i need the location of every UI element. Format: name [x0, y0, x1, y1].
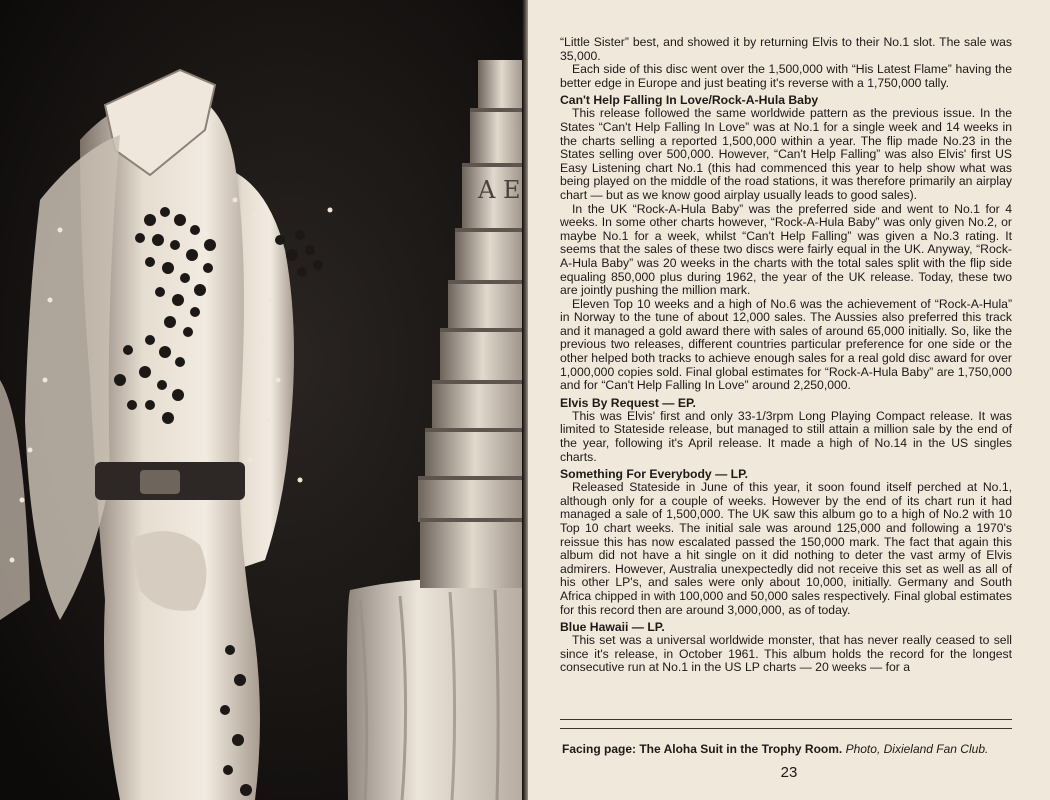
photo-caption	[562, 742, 1022, 756]
paragraph: “Little Sister” best, and showed it by returning Elvis to their No.1 slot. The sale was 35,000.	[560, 35, 1012, 63]
paragraph: This set was a universal worldwide monster, that has never really ceased to sell since it's release, in October 1961. This album holds the record for the longest consecutive run at No.1 in the US LP charts — 20 weeks — for a	[560, 633, 1012, 675]
caption-title: Facing page: The Aloha Suit in the Trophy Room.	[562, 742, 843, 756]
cake-lettering: A E	[478, 176, 521, 204]
page-number: 23	[780, 764, 798, 781]
paragraph: This was Elvis' first and only 33-1/3rpm Long Playing Compact release. It was limited to Stateside release, but managed to still attain a million sale by the end of the year, following it's April release. It made a high of No.14 in the US singles charts.	[560, 408, 1012, 464]
section-heading: Elvis By Request — EP.	[560, 395, 696, 410]
section-heading: Something For Everybody — LP.	[560, 467, 749, 482]
article-column	[560, 36, 1012, 675]
paragraph: Eleven Top 10 weeks and a high of No.6 was the achievement of “Rock-A-Hula” in Norway to the tune of about 12,000 sales. The Aussies also preferred this track and it managed a gold award there with sales of around 65,000 initially. So, like the previous two releases, different countries particular preference for one side or the other helped both tracks to achieve enough sales for a real gold disc award for over 1,000,000 copies sold. Final global estimates for “Rock-A-Hula Baby” are 1,750,000 and for “Can't Help Falling In Love” around 2,250,000.	[560, 296, 1012, 393]
paragraph: Released Stateside in June of this year, it soon found itself perched at No.1, although only for a couple of weeks. However by the end of its chart run it had managed a sale of 1,500,000. The UK saw this album go to a high of No.2 with 10 Top 10 chart weeks. The initial sale was around 125,000 and following a 1970's reissue this has now escalated passed the 150,000 mark. The fact that again this album did not have a hit single on it did nothing to deter the vast army of Elvis admirers. However, Australia unexpectedly did not receive this set as well as all of his other LP's, and sales were only about 10,000, initially. Germany and South Africa chipped in with 100,000 and 50,000 sales respectively. Final global estimates for this record then are around 3,000,000, as of today.	[560, 480, 1012, 617]
paragraph: In the UK “Rock-A-Hula Baby” was the preferred side and went to No.1 for 4 weeks. In some other charts however, “Rock-A-Hula Baby” was only given No.2, or maybe No.1 for a week, whilst “Can't Help Falling” was given a No.3 rating. It seems that the sales of these two discs were fairly equal in the UK. Anyway, “Rock-A-Hula Baby” was 20 weeks in the charts with the total sales split with the flip side equaling 850,000 plus during 1962, the year of the UK release. Today, these two are jointly pushing the million mark.	[560, 201, 1012, 298]
section-heading: Can't Help Falling In Love/Rock-A-Hula Baby	[560, 93, 819, 108]
paragraph: Each side of this disc went over the 1,500,000 with “His Latest Flame” having the better edge in Europe and just beating it's reverse with a 1,750,000 tally.	[560, 62, 1012, 90]
section-heading: Blue Hawaii — LP.	[560, 620, 665, 635]
text-page	[528, 0, 1050, 800]
paragraph: This release followed the same worldwide pattern as the previous issue. In the States “Can't Help Falling In Love” was at No.1 for a single week and 14 weeks in the charts selling a reported 1,500,000 within a year. The flip made No.23 in the States selling over 500,000. However, “Can't Help Falling” was also Elvis' first US Easy Listening chart No.1 (this had commenced this year to help show what was being played on the middle of the road stations, it was therefore primarily an airplay chart — but as we know good airplay usually leads to good sales).	[560, 106, 1012, 202]
divider	[560, 719, 1012, 720]
divider	[560, 728, 1012, 729]
caption-credit: Photo, Dixieland Fan Club.	[845, 742, 989, 756]
